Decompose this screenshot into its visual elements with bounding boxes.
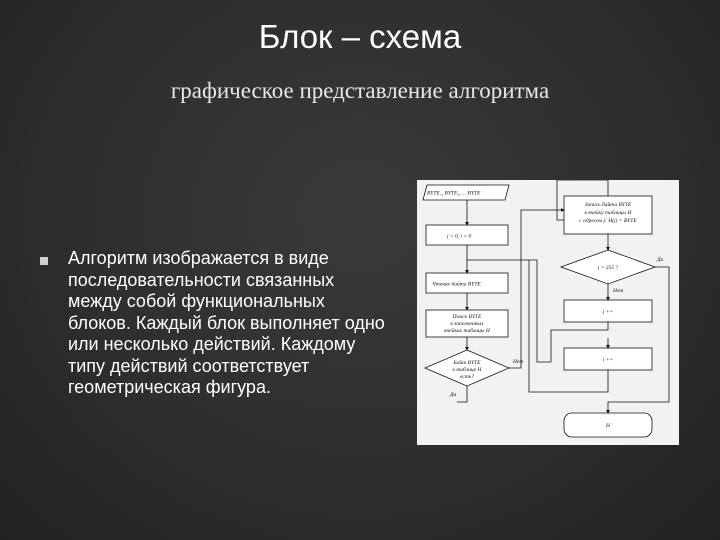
- slide-title: Блок – схема: [258, 18, 462, 55]
- cond-found-label-2: в таблице H: [452, 367, 482, 373]
- read-label: Чтение байта BYTE: [432, 281, 481, 288]
- init-label: j = 0, i = 0: [447, 233, 472, 240]
- write-label-1: Запись байта BYTE: [584, 202, 632, 208]
- bullet-item: [40, 248, 390, 399]
- cond-found-label-3: есть?: [459, 374, 475, 380]
- input-label: BYTE₁, BYTE₂, ... BYTE: [427, 190, 481, 197]
- cond-255-yes: Да: [657, 257, 664, 263]
- cond-found-yes: Да: [450, 392, 457, 398]
- bullet-text: Алгоритм изображается в виде последовательности связанных между собой функциональных блоков. Каждый блок выполняет одно или несколько действий. Каждому типу действий соответствует геометрическая фигура.: [68, 248, 385, 397]
- write-label-2: в ячейку таблицы H: [584, 210, 632, 216]
- bullet-square-icon: [40, 257, 48, 265]
- search-label-1: Поиск BYTE: [452, 314, 482, 320]
- cond-found-no: Нет: [513, 359, 524, 365]
- end-label: H: [606, 423, 610, 429]
- cond-found-label-1: Байт BYTE: [453, 360, 481, 366]
- cond-255-label: j = 255 ?: [597, 265, 619, 271]
- cond-255-no: Нет: [613, 288, 624, 294]
- flowchart-svg: [417, 180, 679, 445]
- search-label-3: ячейках таблицы H: [444, 328, 490, 334]
- flowchart: [417, 180, 679, 445]
- slide-subtitle: графическое представление алгоритма: [170, 78, 550, 103]
- search-label-2: в заполненных: [450, 321, 484, 327]
- inc-j-label: j ++: [602, 309, 614, 315]
- write-label-3: с адресом j: H(j) = BYTE: [579, 218, 637, 224]
- inc-i-label: i ++: [602, 357, 614, 363]
